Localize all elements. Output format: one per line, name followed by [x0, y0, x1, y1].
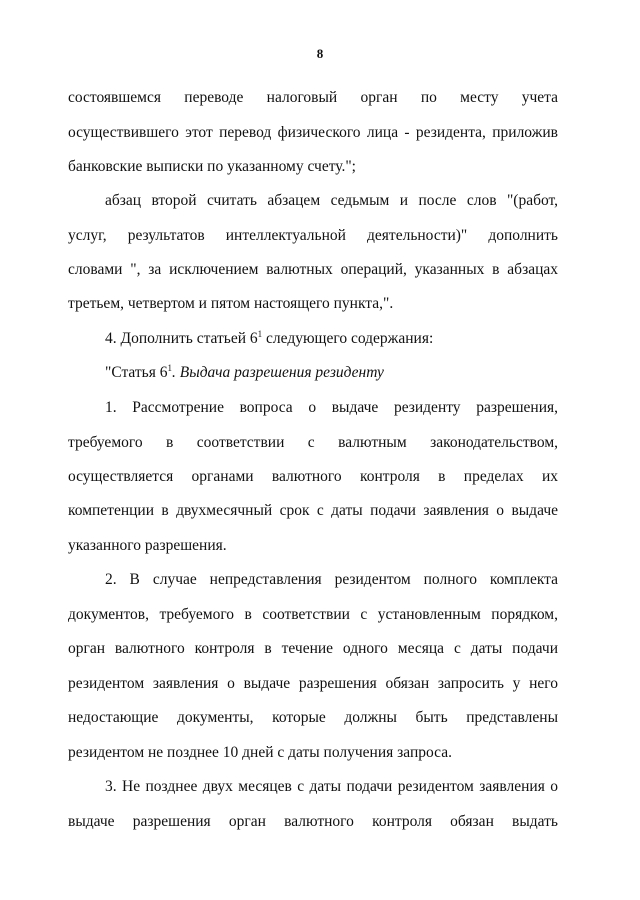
text-line: состоявшемся переводе налоговый орган по месту учета	[68, 89, 558, 106]
text-line: словами ", за исключением валютных операций, указанных в абзацах	[68, 261, 558, 278]
text-line: 2. В случае непредставления резидентом полного комплекта	[105, 571, 558, 588]
text-line: орган валютного контроля в течение одного месяца с даты подачи	[68, 640, 558, 657]
text-line: компетенции в двухмесячный срок с даты подачи заявления о выдаче	[68, 502, 558, 519]
text-line: документов, требуемого в соответствии с установленным порядком,	[68, 606, 558, 623]
page-number: 8	[316, 46, 324, 61]
text-line: недостающие документы, которые должны быть представлены	[68, 709, 558, 726]
section-heading-line	[105, 329, 558, 349]
text-fragment: 4. Дополнить статьей 6	[105, 330, 258, 347]
text-line: услуг, результатов интеллектуальной деятельности)" дополнить	[68, 227, 558, 244]
text-line: осуществляется органами валютного контроля в пределах их	[68, 468, 558, 485]
text-line: абзац второй считать абзацем седьмым и после слов "(работ,	[105, 192, 558, 209]
text-line: выдаче разрешения орган валютного контроля обязан выдать	[68, 813, 558, 830]
text-line: указанного разрешения.	[68, 537, 227, 554]
text-line: требуемого в соответствии с валютным законодательством,	[68, 434, 558, 451]
superscript: 1	[167, 362, 172, 373]
article-label: "Статья 6	[105, 364, 168, 381]
text-line: осуществившего этот перевод физического лица - резидента, приложив	[68, 124, 558, 141]
text-line: 3. Не позднее двух месяцев с даты подачи резидентом заявления о	[105, 778, 558, 795]
superscript: 1	[257, 328, 263, 339]
text-line: резидентом не позднее 10 дней с даты получения запроса.	[68, 744, 452, 761]
article-title-line	[105, 363, 558, 383]
text-line: банковские выписки по указанному счету.";	[68, 158, 356, 175]
text-line: третьем, четвертом и пятом настоящего пункта,".	[68, 295, 394, 312]
text-fragment: следующего содержания:	[262, 330, 434, 347]
article-title: . Выдача разрешения резиденту	[172, 364, 384, 381]
text-line: резидентом заявления о выдаче разрешения обязан запросить у него	[68, 675, 558, 692]
text-line: 1. Рассмотрение вопроса о выдаче резиденту разрешения,	[105, 399, 558, 416]
